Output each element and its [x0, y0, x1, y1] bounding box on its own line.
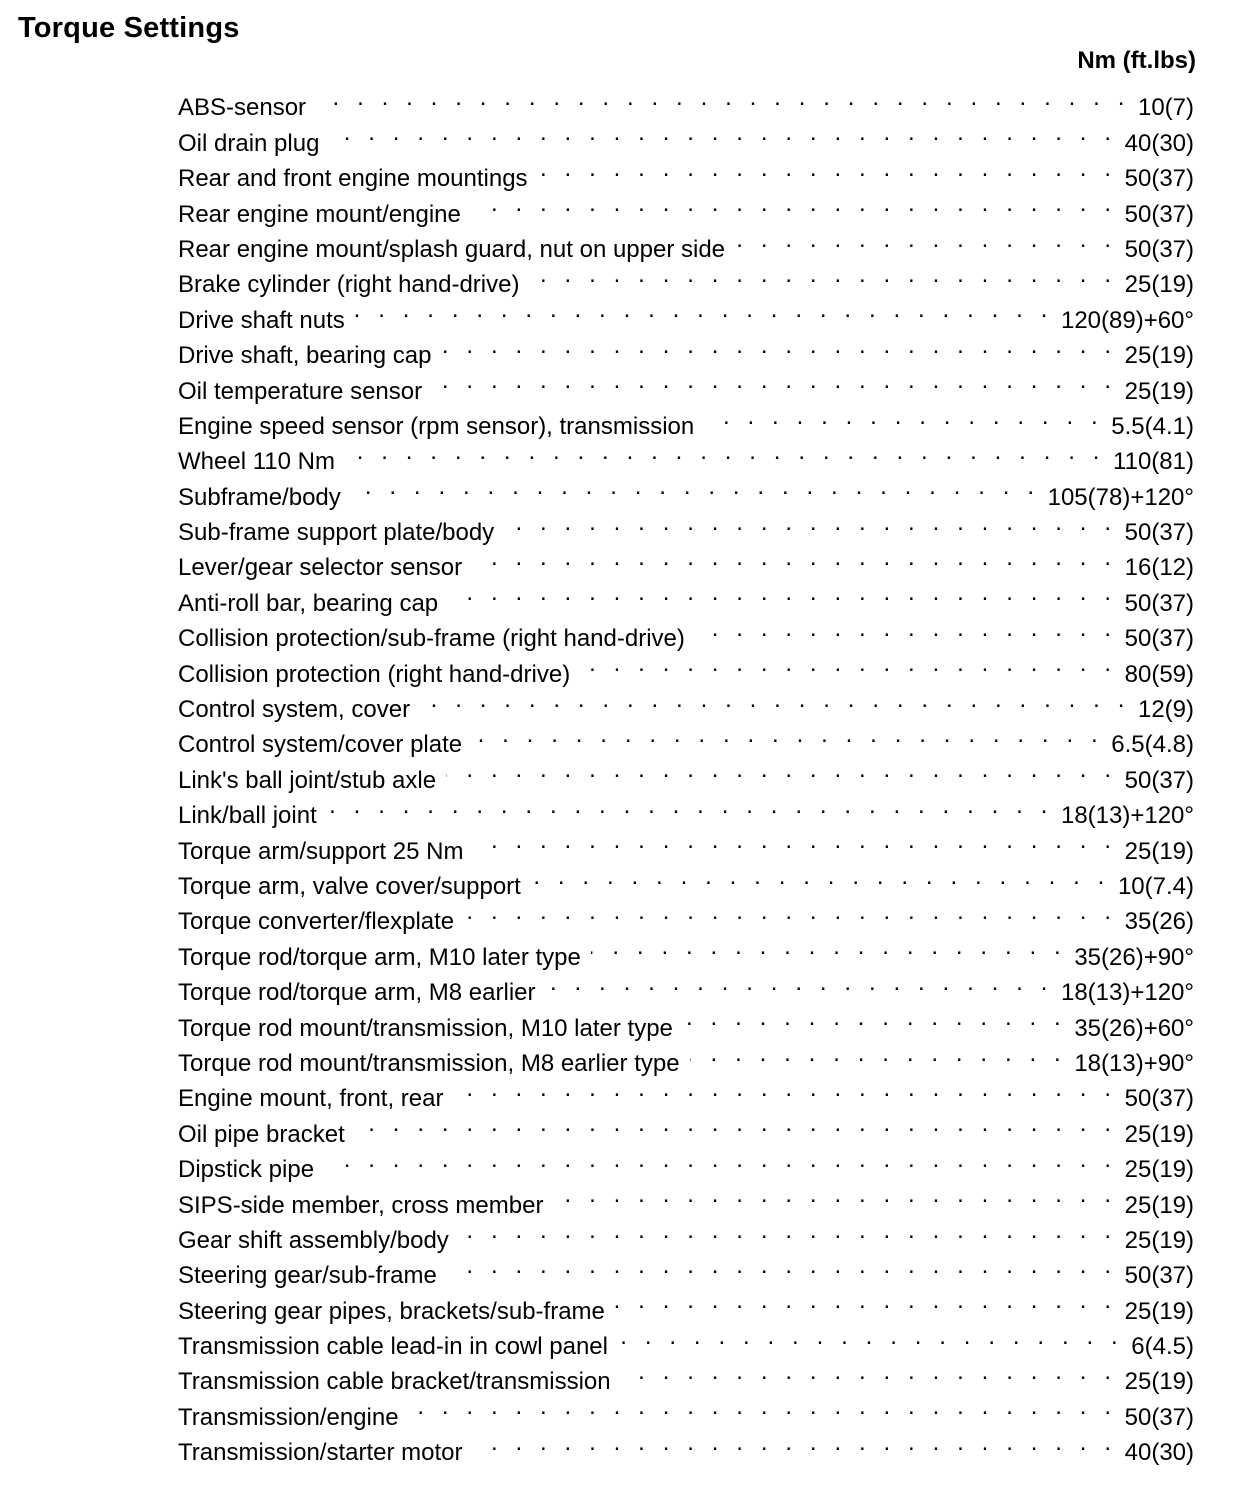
torque-item-label: Drive shaft, bearing cap [178, 342, 432, 370]
dot-leader [504, 505, 1116, 540]
dot-leader [329, 115, 1116, 150]
dot-leader [690, 1036, 1067, 1071]
torque-item-label: Link's ball joint/stub axle [178, 766, 437, 794]
torque-item-label: Torque rod/torque arm, M8 earlier [178, 979, 536, 1007]
torque-item-label: SIPS-side member, cross member [178, 1191, 544, 1219]
dot-leader [473, 823, 1116, 858]
torque-value: 50(37) [1124, 1262, 1194, 1290]
torque-item-label: Anti-roll bar, bearing cap [178, 589, 439, 617]
torque-value: 25(19) [1124, 1297, 1194, 1325]
torque-item-label: Torque rod mount/transmission, M8 earlier type [178, 1049, 680, 1077]
torque-value: 40(30) [1124, 1439, 1194, 1467]
torque-value: 50(37) [1124, 1403, 1194, 1431]
torque-item-label: Oil temperature sensor [178, 377, 423, 405]
dot-leader [580, 646, 1116, 681]
dot-leader [446, 752, 1117, 787]
dot-leader [591, 929, 1066, 964]
torque-value: 18(13)+120° [1060, 802, 1194, 830]
torque-item-label: Subframe/body [178, 483, 341, 511]
torque-item-label: Transmission/starter motor [178, 1439, 463, 1467]
torque-value: 10(7) [1137, 94, 1194, 122]
dot-leader [704, 399, 1103, 434]
torque-item-label: Steering gear/sub-frame [178, 1262, 437, 1290]
torque-value: 105(78)+120° [1047, 483, 1194, 511]
torque-item-label: Dipstick pipe [178, 1156, 315, 1184]
dot-leader [464, 894, 1116, 929]
dot-leader [448, 575, 1116, 610]
torque-row [178, 80, 1194, 122]
torque-row [178, 788, 1194, 830]
dot-leader [345, 434, 1105, 469]
dot-leader [735, 222, 1117, 257]
dot-leader [471, 186, 1117, 221]
torque-value: 18(13)+90° [1074, 1049, 1194, 1077]
dot-leader [420, 682, 1130, 717]
torque-value: 50(37) [1124, 589, 1194, 617]
torque-item-label: Gear shift assembly/body [178, 1226, 449, 1254]
torque-item-label: Torque converter/flexplate [178, 908, 455, 936]
torque-item-label: Sub-frame support plate/body [178, 519, 495, 547]
torque-item-label: Control system/cover plate [178, 731, 463, 759]
dot-leader [618, 1319, 1123, 1354]
torque-value: 25(19) [1124, 1120, 1194, 1148]
dot-leader [472, 540, 1116, 575]
torque-row [178, 151, 1194, 193]
torque-item-label: Brake cylinder (right hand-drive) [178, 271, 520, 299]
torque-value: 25(19) [1124, 1368, 1194, 1396]
dot-leader [324, 1142, 1117, 1177]
dot-leader [529, 257, 1116, 292]
dot-leader [683, 1000, 1066, 1035]
torque-item-label: ABS-sensor [178, 94, 307, 122]
dot-leader [355, 1106, 1117, 1141]
dot-leader [531, 859, 1110, 894]
torque-value: 50(37) [1124, 625, 1194, 653]
torque-item-label: Torque rod/torque arm, M10 later type [178, 943, 581, 971]
torque-item-label: Rear engine mount/splash guard, nut on upper side [178, 235, 726, 263]
torque-item-label: Engine mount, front, rear [178, 1085, 444, 1113]
dot-leader [409, 1389, 1117, 1424]
dot-leader [316, 80, 1130, 115]
torque-item-label: Oil drain plug [178, 129, 320, 157]
torque-value: 50(37) [1124, 200, 1194, 228]
torque-value: 10(7.4) [1117, 872, 1194, 900]
torque-value: 80(59) [1124, 660, 1194, 688]
torque-value: 16(12) [1124, 554, 1194, 582]
torque-item-label: Torque rod mount/transmission, M10 later type [178, 1014, 673, 1042]
dot-leader [447, 1248, 1117, 1283]
torque-item-label: Transmission cable lead-in in cowl panel [178, 1333, 608, 1361]
torque-row [178, 115, 1194, 157]
torque-value: 120(89)+60° [1060, 306, 1194, 334]
torque-value: 50(37) [1124, 766, 1194, 794]
dot-leader [538, 151, 1117, 186]
torque-item-label: Collision protection (right hand-drive) [178, 660, 571, 688]
torque-item-label: Control system, cover [178, 696, 411, 724]
torque-row [178, 1142, 1194, 1184]
torque-item-label: Rear and front engine mountings [178, 165, 528, 193]
torque-value: 35(26)+60° [1074, 1014, 1194, 1042]
torque-item-label: Rear engine mount/engine [178, 200, 461, 228]
torque-value: 50(37) [1124, 519, 1194, 547]
dot-leader [351, 469, 1040, 504]
torque-value: 25(19) [1124, 1191, 1194, 1219]
torque-value: 12(9) [1137, 696, 1194, 724]
torque-value: 6(4.5) [1131, 1333, 1194, 1361]
torque-settings-list [178, 80, 1194, 1467]
torque-value: 25(19) [1124, 1226, 1194, 1254]
torque-value: 50(37) [1124, 1085, 1194, 1113]
torque-value: 25(19) [1124, 342, 1194, 370]
dot-leader [453, 1071, 1116, 1106]
torque-value: 40(30) [1124, 129, 1194, 157]
dot-leader [355, 292, 1053, 327]
page-title: Torque Settings [18, 12, 240, 44]
dot-leader [546, 965, 1053, 1000]
torque-value: 25(19) [1124, 837, 1194, 865]
torque-value: 5.5(4.1) [1111, 412, 1194, 440]
torque-value: 25(19) [1124, 1156, 1194, 1184]
dot-leader [473, 1425, 1117, 1460]
torque-item-label: Oil pipe bracket [178, 1120, 345, 1148]
torque-item-label: Drive shaft nuts [178, 306, 345, 334]
dot-leader [615, 1283, 1117, 1318]
torque-value: 50(37) [1124, 235, 1194, 263]
dot-leader [327, 788, 1053, 823]
dot-leader [441, 328, 1116, 363]
torque-item-label: Torque arm/support 25 Nm [178, 837, 464, 865]
torque-value: 110(81) [1113, 448, 1194, 476]
dot-leader [472, 717, 1103, 752]
dot-leader [459, 1213, 1117, 1248]
dot-leader [621, 1354, 1117, 1389]
torque-item-label: Engine speed sensor (rpm sensor), transmission [178, 412, 695, 440]
torque-value: 18(13)+120° [1060, 979, 1194, 1007]
dot-leader [553, 1177, 1116, 1212]
torque-value: 6.5(4.8) [1111, 731, 1194, 759]
torque-row [178, 1177, 1194, 1219]
torque-item-label: Lever/gear selector sensor [178, 554, 463, 582]
torque-item-label: Torque arm, valve cover/support [178, 872, 521, 900]
torque-row [178, 823, 1194, 865]
torque-item-label: Wheel 110 Nm [178, 448, 335, 476]
torque-value: 35(26) [1124, 908, 1194, 936]
torque-value: 50(37) [1124, 165, 1194, 193]
torque-item-label: Link/ball joint [178, 802, 317, 830]
dot-leader [432, 363, 1117, 398]
torque-item-label: Transmission cable bracket/transmission [178, 1368, 611, 1396]
torque-item-label: Transmission/engine [178, 1403, 399, 1431]
dot-leader [695, 611, 1117, 646]
torque-item-label: Steering gear pipes, brackets/sub-frame [178, 1297, 605, 1325]
units-header: Nm (ft.lbs) [1077, 47, 1196, 74]
torque-value: 25(19) [1124, 377, 1194, 405]
torque-value: 35(26)+90° [1074, 943, 1194, 971]
torque-value: 25(19) [1124, 271, 1194, 299]
torque-item-label: Collision protection/sub-frame (right hand-drive) [178, 625, 685, 653]
